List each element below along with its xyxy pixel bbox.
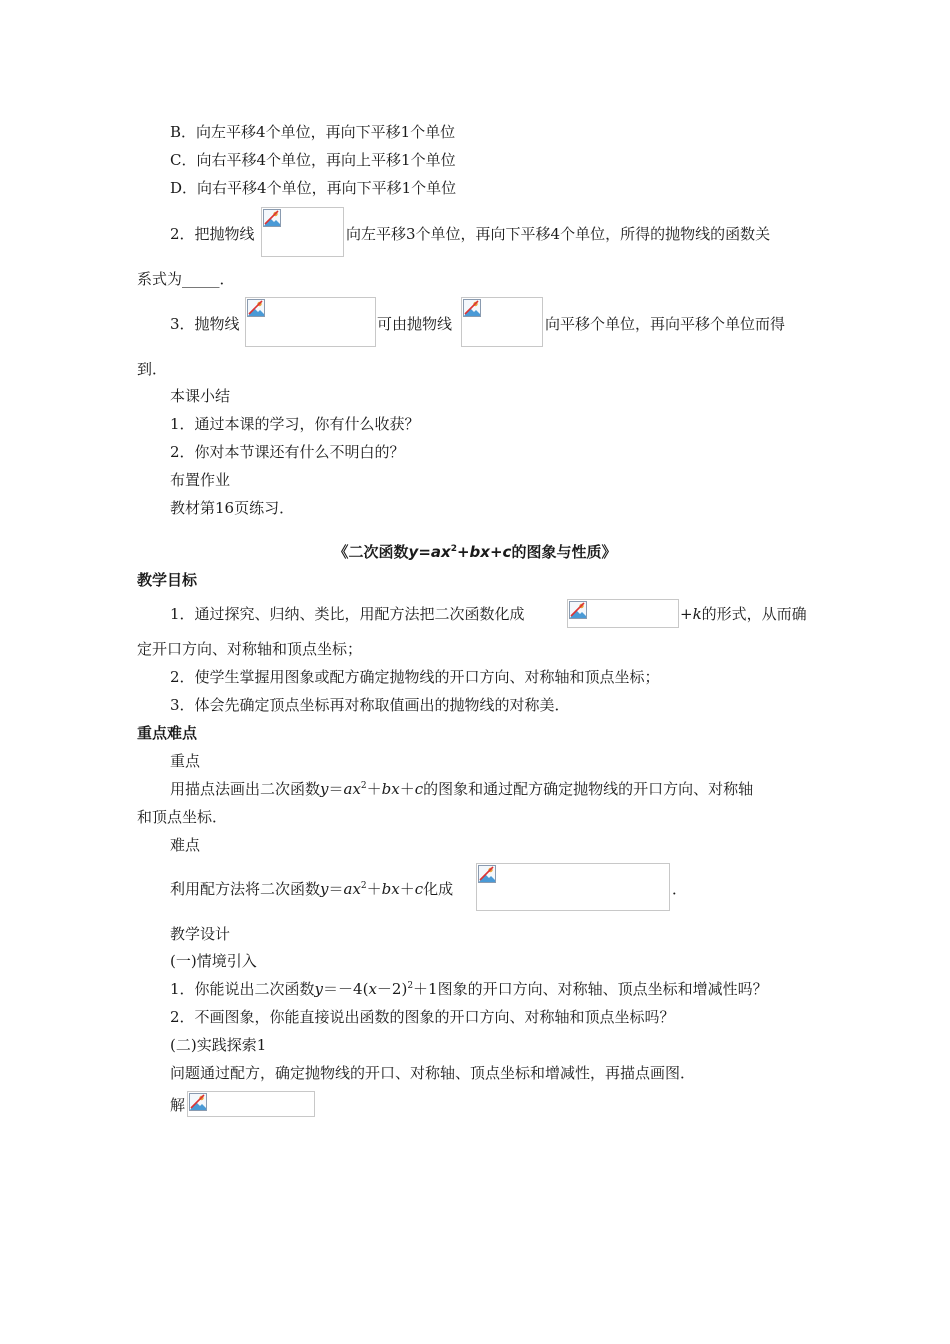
formula-image-placeholder [245,297,376,347]
q3-text: 向平移个单位，再向平移个单位而得 [545,315,786,333]
formula-image-placeholder [567,599,679,628]
goals-heading: 教学目标 [137,571,198,589]
goal-1-suffix: +k的形式，从而确 [680,605,807,623]
design-question-1: 1．你能说出二次函数$y=-4(x-2)^2+1$图象的开口方向、对称轴、顶点坐标和增减性吗？ [170,980,768,998]
goal-1-continuation: 定开口方向、对称轴和顶点坐标； [137,640,363,658]
q3-prefix: 3．抛物线 [170,315,240,333]
q2-continuation: 系式为_____． [137,270,235,288]
difficulty-end: ． [672,880,688,898]
q2-text: 向左平移3个单位，再向下平移4个单位，所得的抛物线的函数关 [346,225,771,243]
design-question-2: 2．不画图象，你能直接说出函数的图象的开口方向、对称轴和顶点坐标吗？ [170,1008,675,1026]
key-label: 重点 [170,752,201,770]
difficulty-label: 难点 [170,836,201,854]
formula-image-placeholder [261,207,344,257]
option-b: B．向左平移4个单位，再向下平移1个单位 [170,123,456,141]
section-1-heading: (一)情境引入 [170,952,257,970]
homework-heading: 布置作业 [170,471,231,489]
formula-image-placeholder [187,1091,315,1117]
section-title: 《二次函数$y=ax^2+bx+c$的图象与性质》 [333,543,617,561]
broken-image-icon [569,601,587,619]
design-heading: 教学设计 [170,925,231,943]
broken-image-icon [478,865,496,883]
broken-image-icon [247,299,265,317]
broken-image-icon [263,209,281,227]
broken-image-icon [463,299,481,317]
broken-image-icon [189,1093,207,1111]
key-text: 用描点法画出二次函数$y=ax^2+bx+c$的图象和通过配方确定抛物线的开口方向、对称轴 [170,780,754,798]
goal-1-prefix: 1．通过探究、归纳、类比，用配方法把二次函数化成 [170,605,525,623]
formula-image-placeholder [476,863,670,911]
formula-image-placeholder [461,297,543,347]
homework-text: 教材第16页练习． [170,499,295,517]
option-d: D．向右平移4个单位，再向下平移1个单位 [170,179,457,197]
key-text-continuation: 和顶点坐标． [137,808,228,826]
problem-text: 问题通过配方，确定抛物线的开口、对称轴、顶点坐标和增减性，再描点画图． [170,1064,696,1082]
q3-continuation: 到． [137,360,168,378]
summary-heading: 本课小结 [170,387,231,405]
difficulty-text: 利用配方法将二次函数$y=ax^2+bx+c$化成 [170,880,454,898]
summary-item-2: 2．你对本节课还有什么不明白的？ [170,443,405,461]
keypoints-heading: 重点难点 [137,724,198,742]
q3-middle: 可由抛物线 [377,315,453,333]
goal-3: 3．体会先确定顶点坐标再对称取值画出的抛物线的对称美． [170,696,570,714]
goal-2: 2．使学生掌握用图象或配方确定抛物线的开口方向、对称轴和顶点坐标； [170,668,660,686]
section-2-heading: (二)实践探索1 [170,1036,267,1054]
option-c: C．向右平移4个单位，再向上平移1个单位 [170,151,456,169]
summary-item-1: 1．通过本课的学习，你有什么收获？ [170,415,420,433]
solution-label: 解 [170,1096,186,1114]
q2-prefix: 2．把抛物线 [170,225,255,243]
